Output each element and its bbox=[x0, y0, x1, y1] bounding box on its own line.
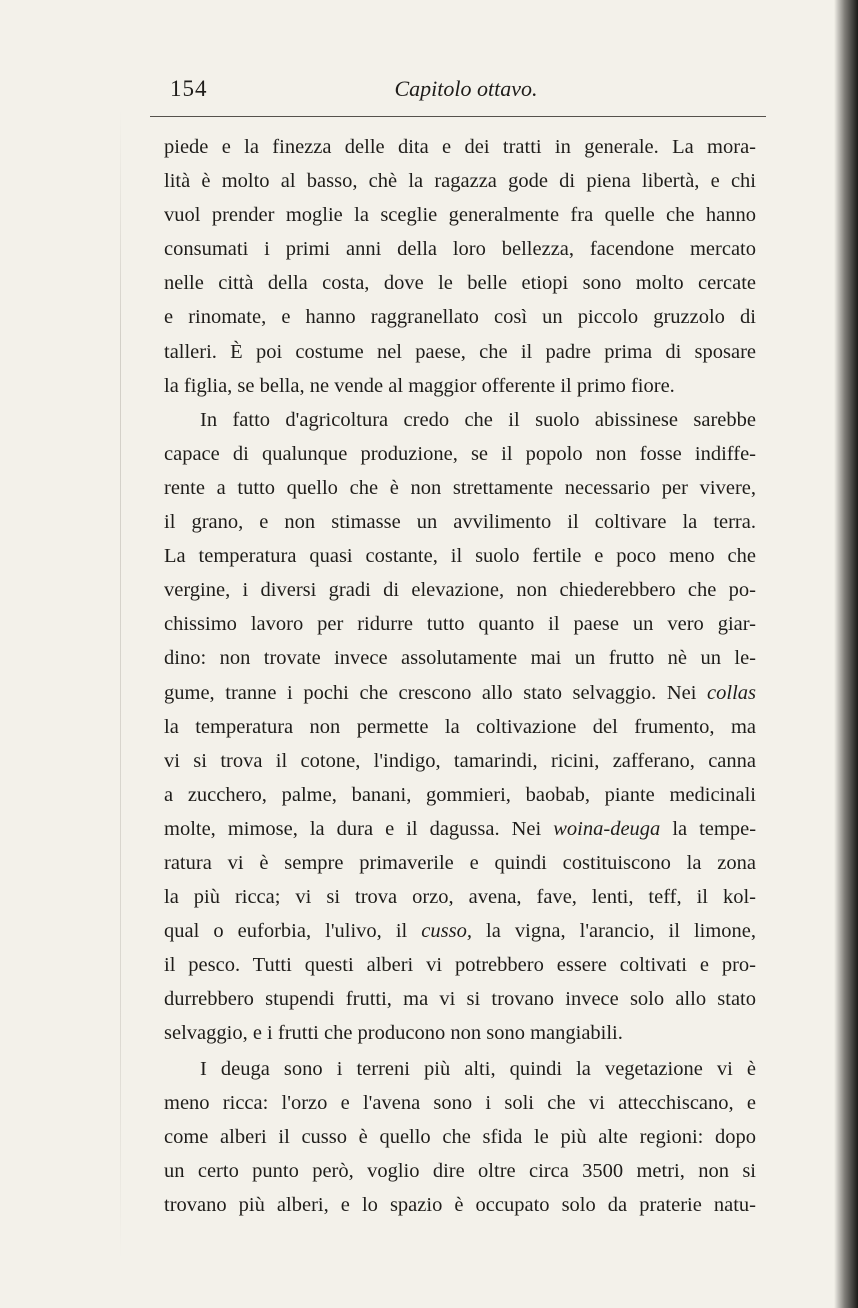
text-line: il grano, e non stimasse un avvilimento il coltivare la terra. bbox=[164, 511, 756, 534]
text-line: la temperatura non permette la coltivazione del frumento, ma bbox=[164, 715, 756, 738]
body-text bbox=[164, 130, 756, 1222]
text-line: chissimo lavoro per ridurre tutto quanto il paese un vero giar- bbox=[164, 613, 756, 636]
text-line: un certo punto però, voglio dire oltre circa 3500 metri, non si bbox=[164, 1159, 756, 1182]
text-segment: molte, mimose, la dura e il dagussa. Nei bbox=[164, 817, 542, 840]
text-line bbox=[164, 914, 756, 948]
page-header bbox=[170, 76, 762, 108]
text-line: vuol prender moglie la sceglie generalmente fra quelle che hanno bbox=[164, 204, 756, 227]
text-line bbox=[164, 676, 756, 710]
text-line: I deuga sono i terreni più alti, quindi la vegetazione vi è bbox=[200, 1057, 756, 1080]
text-line: nelle città della costa, dove le belle etiopi sono molto cercate bbox=[164, 272, 756, 295]
text-line: In fatto d'agricoltura credo che il suolo abissinese sarebbe bbox=[200, 408, 756, 431]
text-line: trovano più alberi, e lo spazio è occupato solo da praterie natu- bbox=[164, 1193, 756, 1216]
text-line: e rinomate, e hanno raggranellato così un piccolo gruzzolo di bbox=[164, 306, 756, 329]
text-line: ratura vi è sempre primaverile e quindi costituiscono la zona bbox=[164, 851, 756, 874]
text-line: La temperatura quasi costante, il suolo fertile e poco meno che bbox=[164, 545, 756, 568]
text-line: lità è molto al basso, chè la ragazza gode di piena libertà, e chi bbox=[164, 170, 756, 193]
text-line: selvaggio, e i frutti che producono non sono mangiabili. bbox=[164, 1022, 623, 1045]
text-line: consumati i primi anni della loro bellezza, facendone mercato bbox=[164, 238, 756, 261]
text-line: capace di qualunque produzione, se il popolo non fosse indiffe- bbox=[164, 442, 756, 465]
text-line: a zucchero, palme, banani, gommieri, baobab, piante medicinali bbox=[164, 783, 756, 806]
text-line bbox=[164, 812, 756, 846]
italic-term: cusso, bbox=[421, 920, 472, 943]
text-line: dino: non trovate invece assolutamente mai un frutto nè un le- bbox=[164, 647, 756, 670]
text-line: piede e la finezza delle dita e dei tratti in generale. La mora- bbox=[164, 136, 756, 158]
italic-term: collas bbox=[707, 681, 756, 704]
text-line: vergine, i diversi gradi di elevazione, non chiederebbero che po- bbox=[164, 579, 756, 602]
text-line: il pesco. Tutti questi alberi vi potrebbero essere coltivati e pro- bbox=[164, 954, 756, 977]
text-line: vi si trova il cotone, l'indigo, tamarindi, ricini, zafferano, canna bbox=[164, 749, 756, 772]
page-number: 154 bbox=[170, 76, 208, 101]
running-title: Capitolo ottavo. bbox=[394, 76, 538, 101]
italic-term: woina-deuga bbox=[553, 817, 661, 840]
text-line: come alberi il cusso è quello che sfida le più alte regioni: dopo bbox=[164, 1125, 756, 1148]
text-segment: qual o euforbia, l'ulivo, il bbox=[164, 920, 408, 943]
text-segment: la vigna, l'arancio, il limone, bbox=[486, 920, 757, 943]
scan-edge-shadow bbox=[834, 0, 858, 1308]
text-line: durrebbero stupendi frutti, ma vi si trovano invece solo allo stato bbox=[164, 988, 756, 1011]
text-line: la più ricca; vi si trova orzo, avena, fave, lenti, teff, il kol- bbox=[164, 886, 756, 909]
text-segment: la tempe- bbox=[672, 817, 757, 840]
text-line: la figlia, se bella, ne vende al maggior offerente il primo fiore. bbox=[164, 374, 675, 397]
page-gutter-shadow bbox=[120, 110, 121, 1260]
header-rule bbox=[150, 116, 766, 117]
text-line: rente a tutto quello che è non strettamente necessario per vivere, bbox=[164, 476, 756, 499]
text-line: meno ricca: l'orzo e l'avena sono i soli che vi attecchiscano, e bbox=[164, 1091, 756, 1114]
text-segment: gume, tranne i pochi che crescono allo stato selvaggio. Nei bbox=[164, 681, 697, 704]
text-line: talleri. È poi costume nel paese, che il padre prima di sposare bbox=[164, 340, 756, 363]
